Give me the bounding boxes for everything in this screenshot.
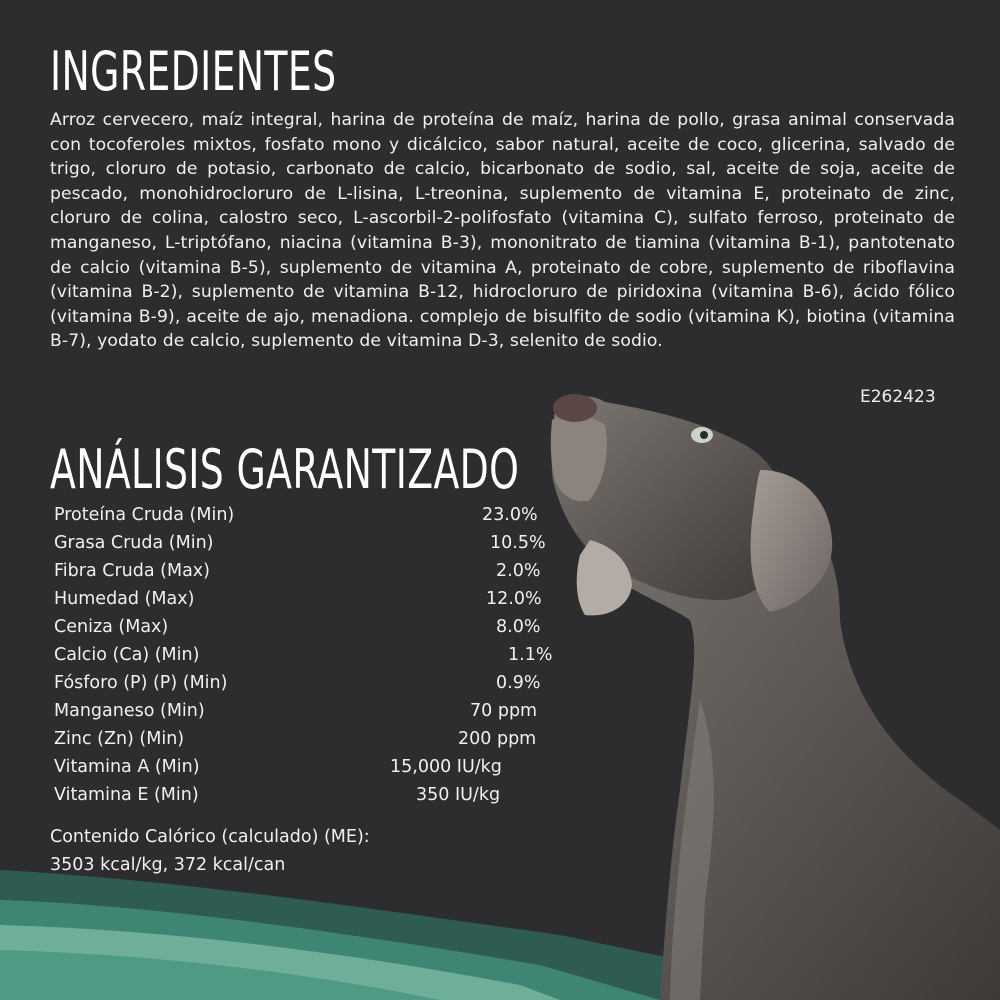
analysis-label: Zinc (Zn) (Min) — [54, 729, 185, 749]
analysis-value: 15,000 IU/kg — [390, 757, 502, 777]
ingredients-text: Arroz cervecero, maíz integral, harina de proteína de maíz, harina de pollo, grasa animal conservada con tocoferoles mixtos, fosfato mono y dicálcico, sabor natural, aceite de coco, glicerina, salvado de trigo, cloruro de potasio, carbonato de calcio, bicarbonato de sodio, sal, aceite de soja, aceite de pescado, monohidrocloruro de L-lisina, L-treonina, suplemento de vitamina E, proteinato de zinc, cloruro de colina, calostro seco, L-ascorbil-2-polifosfato (vitamina C), sulfato ferroso, proteinato de manganeso, L-triptófano, niacina (vitamina B-3), mononitrato de tiamina (vitamina B-1), pantotenato de calcio (vitamina B-5), suplemento de vitamina A, proteinato de cobre, suplemento de riboflavina (vitamina B-2), suplemento de vitamina B-12, hidrocloruro de piridoxina (vitamina B-6), ácido fólico (vitamina B-9), aceite de ajo, menadiona. complejo de bisulfito de sodio (vitamina K), biotina (vitamina B-7), yodato de calcio, suplemento de vitamina D-3, selenito de sodio. — [50, 110, 955, 352]
analysis-label: Vitamina A (Min) — [54, 757, 200, 777]
caloric-content-label: Contenido Calórico (calculado) (ME): — [50, 827, 370, 847]
ingredients-title: INGREDIENTES — [50, 40, 337, 103]
analysis-value: 70 ppm — [470, 701, 538, 721]
analysis-value: 23.0% — [482, 505, 538, 525]
analysis-value: 200 ppm — [458, 729, 537, 749]
dog-pupil — [700, 431, 708, 439]
caloric-content-value: 3503 kcal/kg, 372 kcal/can — [50, 855, 286, 875]
analysis-label: Humedad (Max) — [54, 589, 195, 609]
analysis-label: Ceniza (Max) — [54, 617, 169, 637]
analysis-value: 2.0% — [496, 561, 541, 581]
analysis-label: Calcio (Ca) (Min) — [54, 645, 200, 665]
analysis-label: Fibra Cruda (Max) — [54, 561, 210, 581]
analysis-value: 8.0% — [496, 617, 541, 637]
product-code: E262423 — [860, 387, 936, 407]
analysis-label: Vitamina E (Min) — [54, 785, 199, 805]
analysis-label: Manganeso (Min) — [54, 701, 205, 721]
analysis-value: 0.9% — [496, 673, 541, 693]
analysis-label: Proteína Cruda (Min) — [54, 505, 235, 525]
analysis-label: Grasa Cruda (Min) — [54, 533, 214, 553]
analysis-title: ANÁLISIS GARANTIZADO — [50, 438, 520, 501]
analysis-value: 10.5% — [490, 533, 546, 553]
analysis-label: Fósforo (P) (P) (Min) — [54, 673, 228, 693]
analysis-value: 12.0% — [486, 589, 542, 609]
analysis-value: 350 IU/kg — [416, 785, 501, 805]
dog-nose — [553, 394, 597, 422]
analysis-value: 1.1% — [508, 645, 553, 665]
